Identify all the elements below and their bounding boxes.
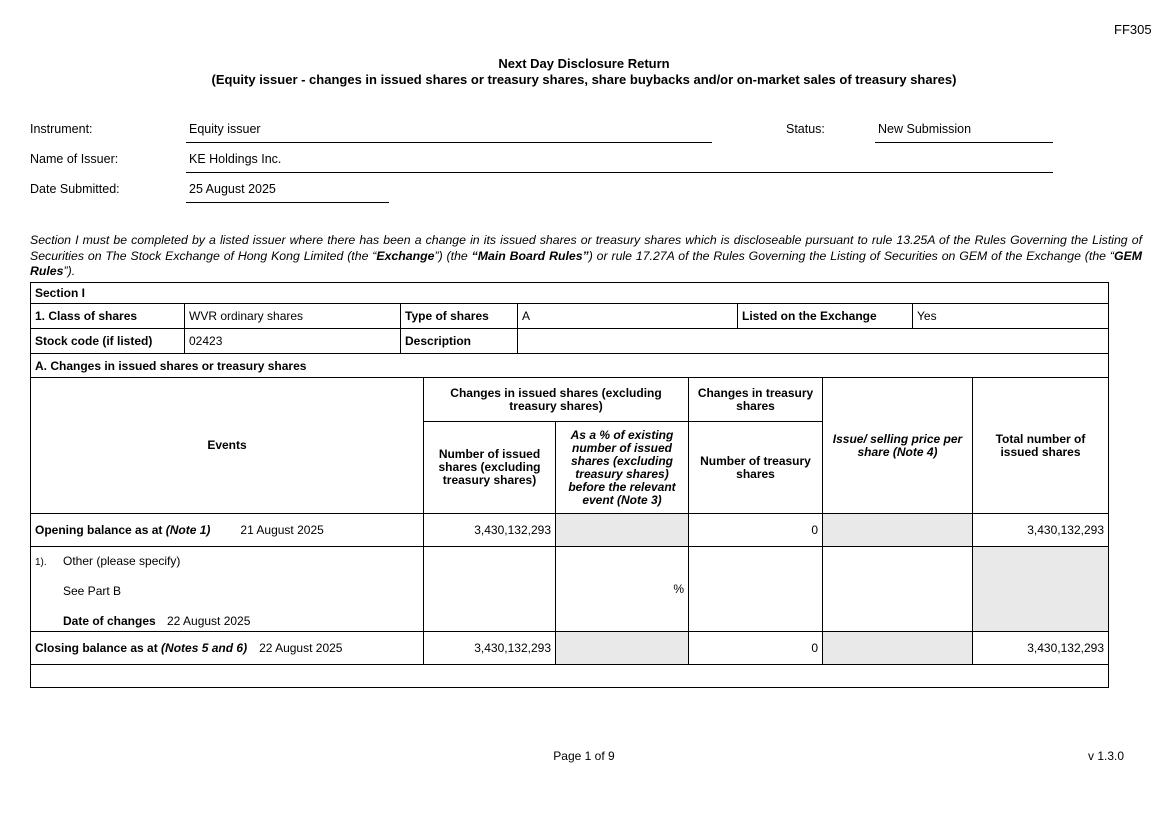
opening-balance-note: (Note 1) [165,523,211,537]
opening-balance-date: 21 August 2025 [240,523,324,537]
date-submitted-value: 25 August 2025 [186,178,389,203]
type-of-shares-value: A [518,304,738,329]
closing-balance-note: (Notes 5 and 6) [161,641,248,655]
opening-num-treasury: 0 [689,514,823,547]
empty-cell [31,665,1109,688]
status-value: New Submission [875,118,1053,143]
intro-bold-gem-rules: GEM Rules [30,248,1142,279]
part-a-title: A. Changes in issued shares or treasury shares [31,354,1109,378]
spacer-row [31,665,1109,688]
intro-text: Section I must be completed by a listed issuer where there has been a change in its issued shares or treasury shares which is discloseable pursuant to rule 13.25A of the Rules Governing the Listing of Securities on The Stock Exchange of Hong Kong Limited (the “ [30,233,1142,263]
section1-title: Section I [31,283,1109,304]
issuer-row [30,148,1142,178]
table-row [31,283,1109,304]
shaded-cell [823,514,973,547]
shaded-cell [556,632,689,665]
closing-balance-row [31,632,1109,665]
table-row [31,329,1109,354]
event-detail: See Part B [63,583,122,598]
instrument-value: Equity issuer [186,118,712,143]
empty-cell [424,547,556,632]
shaded-cell [823,632,973,665]
section1-intro-paragraph [30,233,1142,280]
issuer-value: KE Holdings Inc. [186,148,1053,173]
table-header-row [31,378,1109,422]
opening-num-issued: 3,430,132,293 [424,514,556,547]
form-version: v 1.3.0 [1088,749,1125,763]
changes-table [30,377,1109,688]
num-issued-header: Number of issued shares (excluding treasury shares) [424,422,556,514]
closing-balance-events-cell [31,632,424,665]
intro-text: ”) (the [434,248,472,263]
intro-text: ”). [63,264,76,279]
event-index: 1). [35,556,47,568]
section1-info-table [30,282,1109,378]
date-submitted-row [30,178,1142,208]
empty-cell [689,547,823,632]
class-of-shares-value: WVR ordinary shares [185,304,401,329]
class-of-shares-label: 1. Class of shares [31,304,185,329]
closing-num-issued: 3,430,132,293 [424,632,556,665]
page-number: Page 1 of 9 [553,749,615,763]
form-title-block [0,56,1168,88]
shaded-cell [973,547,1109,632]
num-treasury-header: Number of treasury shares [689,422,823,514]
event-name: Other (please specify) [63,553,181,568]
intro-bold-exchange: Exchange [376,248,435,263]
pct-existing-header: As a % of existing number of issued shares (excluding treasury shares) before the relevant event (Note 3) [556,422,689,514]
event-details-cell [31,547,424,632]
empty-cell [823,547,973,632]
header-fields [30,118,1142,208]
description-value [518,329,1109,354]
date-of-changes-label: Date of changes [63,613,156,628]
form-title: Next Day Disclosure Return [498,56,670,71]
events-header: Events [31,378,424,514]
stock-code-label: Stock code (if listed) [31,329,185,354]
form-code: FF305 [1114,22,1152,37]
table-row [31,354,1109,378]
listed-on-exchange-value: Yes [913,304,1109,329]
closing-total-issued: 3,430,132,293 [973,632,1109,665]
event-row [31,547,1109,632]
changes-treasury-group-header: Changes in treasury shares [689,378,823,422]
intro-bold-main-board-rules: “Main Board Rules” [471,248,589,263]
opening-total-issued: 3,430,132,293 [973,514,1109,547]
shaded-cell [556,514,689,547]
description-label: Description [401,329,518,354]
opening-balance-events-cell [31,514,424,547]
event-pct-cell: % [556,547,689,632]
date-submitted-label: Date Submitted: [30,182,120,196]
event-date-line [63,614,419,628]
changes-issued-group-header: Changes in issued shares (excluding treasury shares) [424,378,689,422]
opening-balance-row [31,514,1109,547]
type-of-shares-label: Type of shares [401,304,518,329]
table-row [31,304,1109,329]
status-label: Status: [786,122,825,136]
opening-balance-label: Opening balance as at [35,523,166,537]
date-of-changes-value: 22 August 2025 [167,613,251,628]
stock-code-value: 02423 [185,329,401,354]
issue-price-header: Issue/ selling price per share (Note 4) [823,378,973,514]
total-issued-header: Total number of issued shares [973,378,1109,514]
closing-balance-date: 22 August 2025 [259,641,343,655]
listed-on-exchange-label: Listed on the Exchange [738,304,913,329]
issuer-label: Name of Issuer: [30,152,119,166]
event-name-line [35,554,419,568]
intro-text: ) or rule 17.27A of the Rules Governing the Listing of Securities on GEM of the Exchange (the “ [588,248,1114,263]
instrument-row [30,118,1142,148]
form-subtitle: (Equity issuer - changes in issued shares or treasury shares, share buybacks and/or on-market sales of treasury shares) [211,72,957,87]
instrument-label: Instrument: [30,122,93,136]
closing-num-treasury: 0 [689,632,823,665]
closing-balance-label: Closing balance as at [35,641,162,655]
